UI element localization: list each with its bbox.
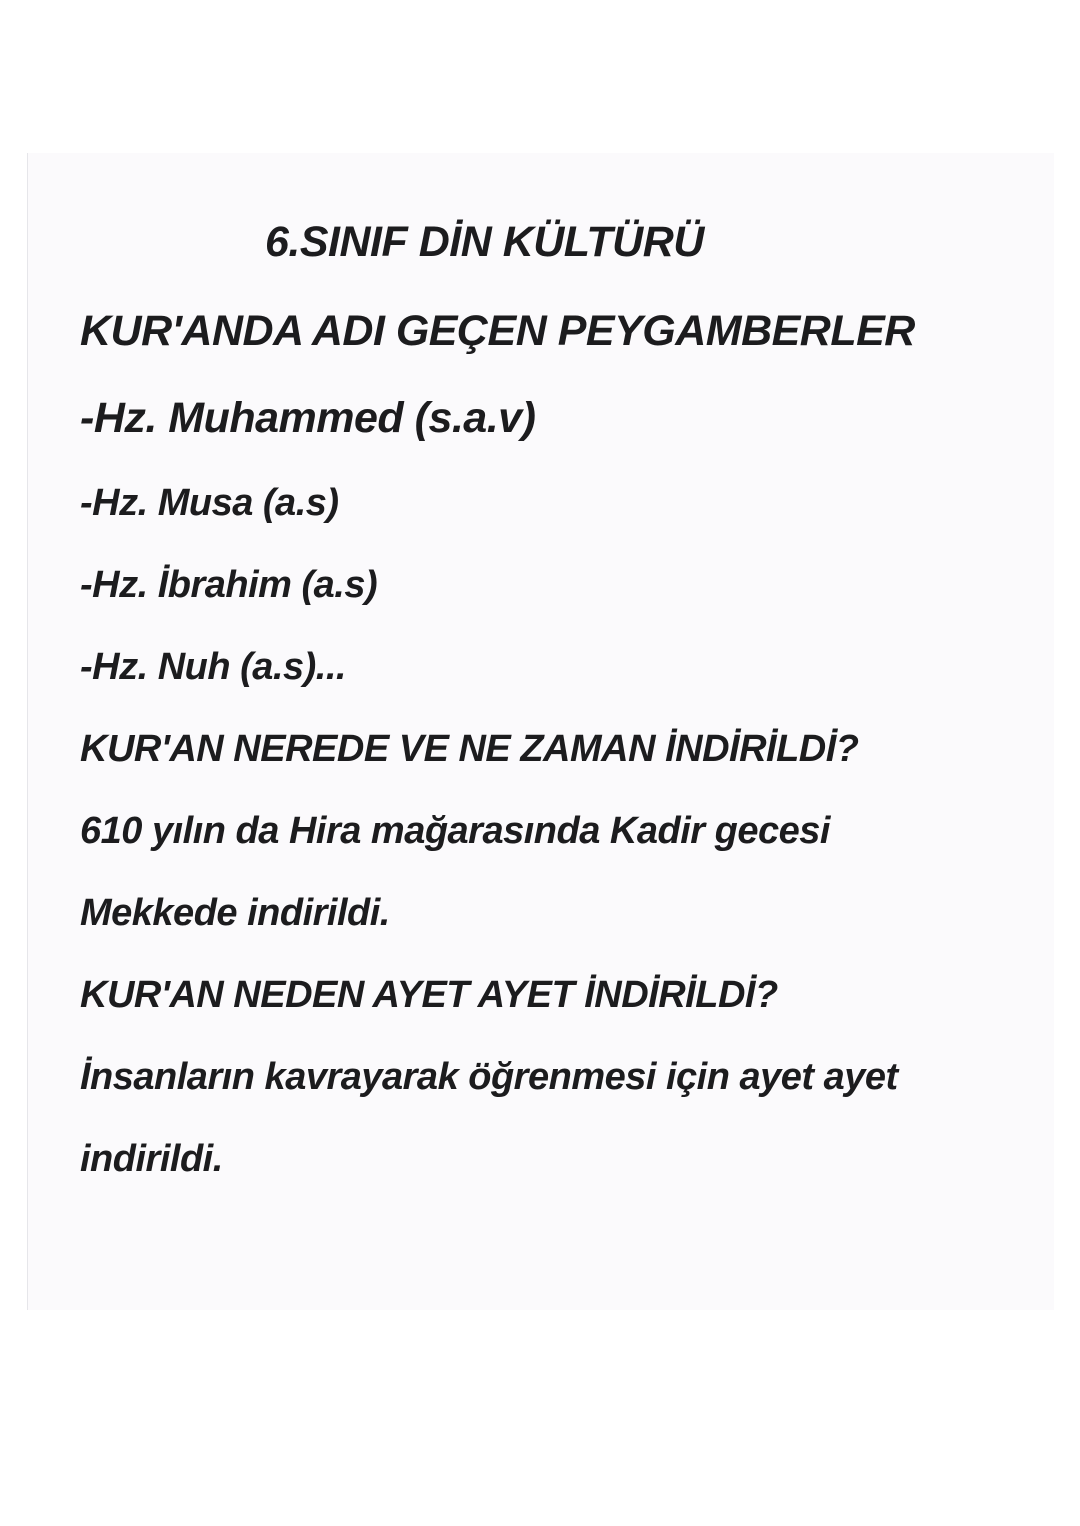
prophet-item-musa: -Hz. Musa (a.s) (80, 482, 339, 524)
section-heading-prophets: KUR'ANDA ADI GEÇEN PEYGAMBERLER (80, 307, 915, 355)
answer-why-line-2: indirildi. (80, 1138, 223, 1180)
prophet-item-ibrahim: -Hz. İbrahim (a.s) (80, 564, 378, 606)
prophet-item-muhammed: -Hz. Muhammed (s.a.v) (80, 394, 536, 442)
answer-where-when-line-1: 610 yılın da Hira mağarasında Kadir gecesi (80, 810, 830, 852)
answer-where-when-line-2: Mekkede indirildi. (80, 892, 390, 934)
document-title: 6.SINIF DİN KÜLTÜRÜ (265, 218, 704, 266)
question-where-when: KUR'AN NEREDE VE NE ZAMAN İNDİRİLDİ? (80, 728, 859, 770)
answer-why-line-1: İnsanların kavrayarak öğrenmesi için ayet ayet (80, 1056, 898, 1098)
prophet-item-nuh: -Hz. Nuh (a.s)... (80, 646, 346, 688)
question-why-verse-by-verse: KUR'AN NEDEN AYET AYET İNDİRİLDİ? (80, 974, 778, 1016)
